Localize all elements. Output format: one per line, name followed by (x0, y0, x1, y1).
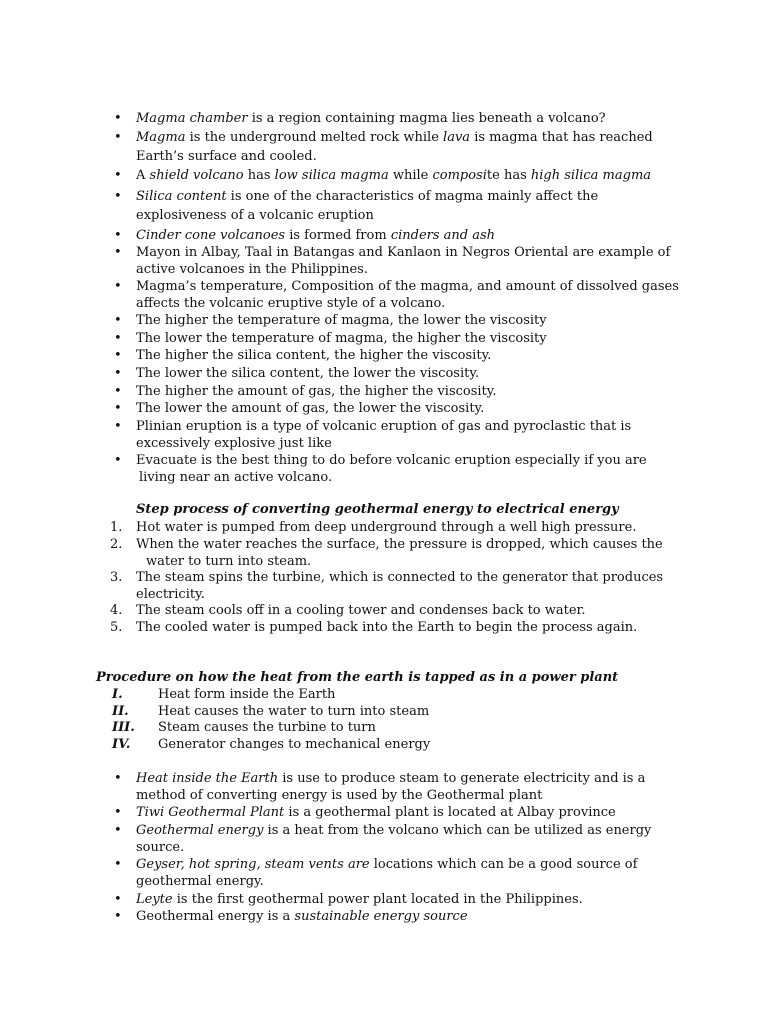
list-item (114, 856, 684, 890)
section-heading-geothermal-steps: Step process of converting geothermal energy to electrical energy (136, 502, 619, 517)
item-number: II. (112, 704, 129, 719)
list-item (114, 908, 684, 925)
list-item-text: Geothermal energy is a sustainable energy source (136, 909, 468, 924)
item-number: 2. (110, 537, 123, 552)
list-item-text: Magma is the underground melted rock while lava is magma that has reached Earth’s surface and cooled. (136, 130, 653, 164)
item-number: III. (112, 720, 135, 735)
item-text: Heat causes the water to turn into steam (158, 704, 430, 719)
bullet-icon: • (114, 130, 122, 145)
bullet-icon: • (114, 401, 122, 416)
bullet-icon: • (114, 857, 122, 872)
numbered-item (112, 686, 672, 703)
list-item (114, 365, 684, 382)
numbered-item (110, 536, 684, 570)
list-item-text: The lower the temperature of magma, the higher the viscosity (136, 331, 547, 346)
bullet-icon: • (114, 331, 122, 346)
numbered-item (112, 736, 672, 753)
bullet-icon: • (114, 892, 122, 907)
numbered-item (110, 519, 684, 536)
bullet-icon: • (114, 245, 122, 260)
item-text: Steam causes the turbine to turn (158, 720, 376, 735)
item-text: The steam spins the turbine, which is connected to the generator that produces electricity. (136, 570, 664, 602)
item-number: 3. (110, 570, 123, 585)
item-text: The steam cools off in a cooling tower and condenses back to water. (136, 603, 586, 618)
bullet-icon: • (114, 419, 122, 434)
bullet-icon: • (114, 189, 122, 204)
list-item-text: The higher the silica content, the higher the viscosity. (136, 348, 492, 363)
list-item-text: The higher the temperature of magma, the lower the viscosity (136, 313, 547, 328)
list-item (114, 383, 684, 400)
list-item-text: Silica content is one of the characteristics of magma mainly affect the explosiveness of a volcanic eruption (136, 189, 599, 223)
list-item-text: The higher the amount of gas, the higher the viscosity. (136, 384, 497, 399)
list-item (114, 804, 684, 821)
list-item (114, 244, 684, 278)
item-number: IV. (112, 737, 131, 752)
list-item-text: Plinian eruption is a type of volcanic eruption of gas and pyroclastic that is excessively explosive just like (136, 419, 632, 451)
bullet-icon: • (114, 823, 122, 838)
list-item-text: Magma’s temperature, Composition of the magma, and amount of dissolved gases affects the volcanic eruptive style of a volcano. (136, 279, 679, 311)
bullet-icon: • (114, 366, 122, 381)
list-item (114, 312, 684, 329)
list-item-text: Mayon in Albay, Taal in Batangas and Kanlaon in Negros Oriental are example of active volcanoes in the Philippines. (136, 245, 671, 277)
item-number: 5. (110, 620, 123, 635)
numbered-item (110, 602, 684, 619)
list-item-text: Geothermal energy is a heat from the volcano which can be utilized as energy source. (136, 823, 652, 855)
list-item (114, 400, 684, 417)
list-item (114, 770, 684, 804)
list-item-text: Geyser, hot spring, steam vents are locations which can be a good source of geothermal energy. (136, 857, 638, 889)
item-text: Generator changes to mechanical energy (158, 737, 431, 752)
list-item (114, 822, 684, 856)
list-item (114, 330, 684, 347)
list-item-text: A shield volcano has low silica magma while composite has high silica magma (136, 168, 652, 183)
list-item-text: Magma chamber is a region containing magma lies beneath a volcano? (136, 111, 606, 126)
list-item (114, 278, 684, 312)
list-item (114, 167, 684, 184)
item-number: 1. (110, 520, 123, 535)
item-text: The cooled water is pumped back into the Earth to begin the process again. (136, 620, 638, 635)
item-text: When the water reaches the surface, the pressure is dropped, which causes the water to turn into steam. (136, 537, 663, 569)
item-text: Heat form inside the Earth (158, 687, 336, 702)
list-item (114, 110, 684, 127)
bullet-icon: • (114, 111, 122, 126)
numbered-item (110, 619, 684, 636)
list-item (114, 227, 684, 244)
list-item-text: Heat inside the Earth is use to produce steam to generate electricity and is a method of converting energy is used by the Geothermal plant (136, 771, 646, 803)
list-item-text: Tiwi Geothermal Plant is a geothermal plant is located at Albay province (136, 805, 616, 820)
bullet-icon: • (114, 228, 122, 243)
list-item (114, 187, 684, 225)
list-item-text: Cinder cone volcanoes is formed from cinders and ash (136, 228, 496, 243)
list-item (114, 891, 684, 908)
bullet-icon: • (114, 453, 122, 468)
bullet-icon: • (114, 279, 122, 294)
list-item-text: The lower the silica content, the lower the viscosity. (136, 366, 480, 381)
section-heading-procedure: Procedure on how the heat from the earth is tapped as in a power plant (96, 670, 619, 685)
bullet-icon: • (114, 771, 122, 786)
numbered-item (110, 569, 684, 603)
list-item-text: Leyte is the first geothermal power plant located in the Philippines. (136, 892, 583, 907)
bullet-icon: • (114, 909, 122, 924)
numbered-item (112, 703, 672, 720)
list-item (114, 347, 684, 364)
item-text: Hot water is pumped from deep underground through a well high pressure. (136, 520, 637, 535)
item-number: 4. (110, 603, 123, 618)
bullet-icon: • (114, 805, 122, 820)
list-item-text: Evacuate is the best thing to do before volcanic eruption especially if you are living near an active volcano. (136, 453, 647, 485)
numbered-item (112, 719, 672, 736)
bullet-icon: • (114, 348, 122, 363)
list-item (114, 452, 684, 486)
bullet-icon: • (114, 384, 122, 399)
list-item (114, 418, 684, 452)
list-item (114, 128, 684, 166)
bullet-icon: • (114, 313, 122, 328)
bullet-icon: • (114, 168, 122, 183)
item-number: I. (112, 687, 123, 702)
list-item-text: The lower the amount of gas, the lower the viscosity. (136, 401, 485, 416)
